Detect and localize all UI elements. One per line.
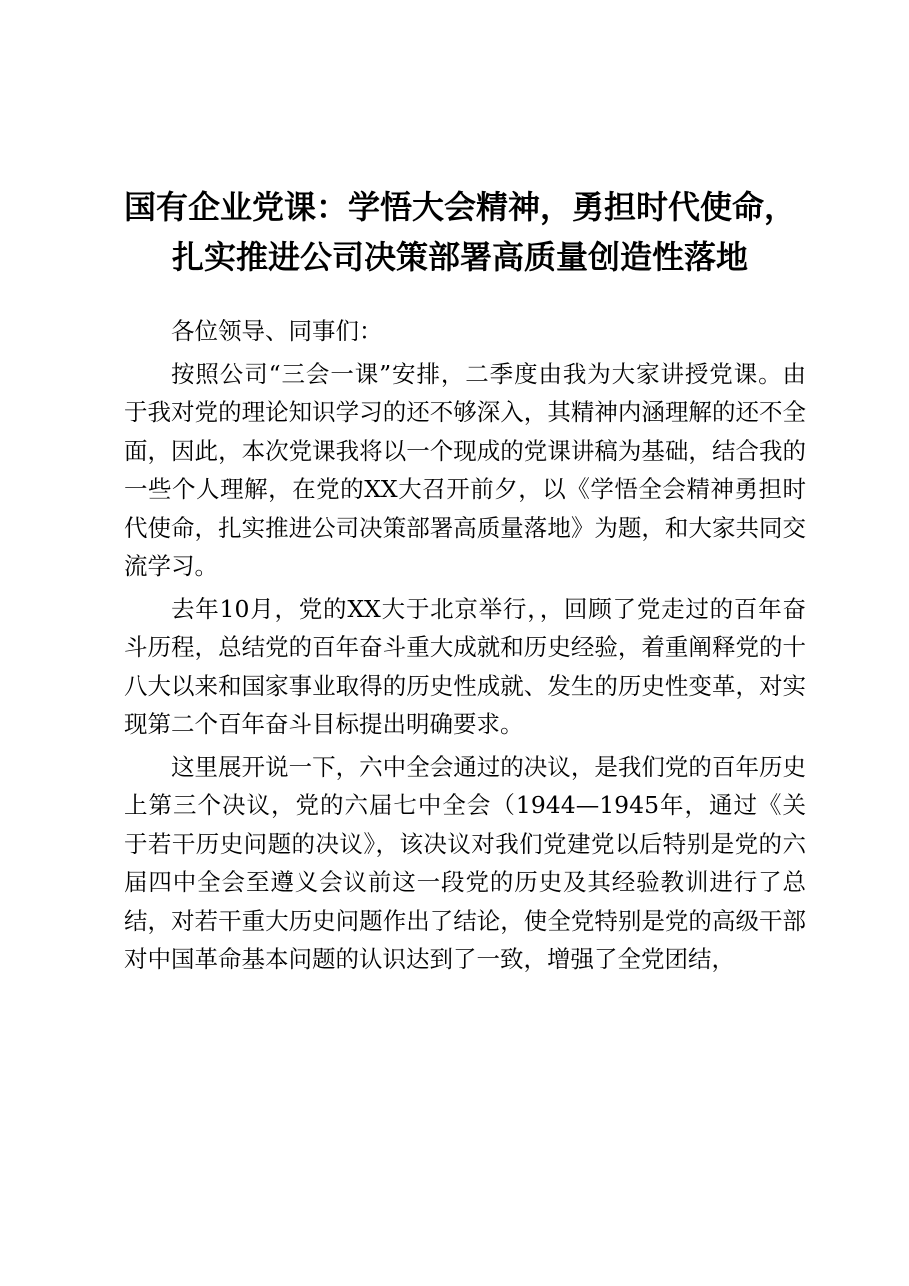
document-body [124,312,806,983]
title-line-1: 国有企业党课：学悟大会精神，勇担时代使命， [123,188,796,226]
title-line-2: 扎实推进公司决策部署高质量创造性落地 [171,238,748,276]
paragraph-1: 按照公司“三会一课”安排，二季度由我为大家讲授党课。由于我对党的理论知识学习的还不够深入，其精神内涵理解的还不全面，因此，本次党课我将以一个现成的党课讲稿为基础，结合我的一些个人理解，在党的XX大召开前夕，以《学悟全会精神勇担时代使命，扎实推进公司决策部署高质量落地》为题，和大家共同交流学习。 [124,359,806,580]
paragraph-2: 去年10月，党的XX大于北京举行，，回顾了党走过的百年奋斗历程，总结党的百年奋斗重大成就和历史经验，着重阐释党的十八大以来和国家事业取得的历史性成就、发生的历史性变革，对实现第二个百年奋斗目标提出明确要求。 [124,594,806,738]
salutation: 各位领导、同事们： [171,317,383,345]
document-title [110,182,810,282]
paragraph-3: 这里展开说一下，六中全会通过的决议，是我们党的百年历史上第三个决议，党的六届七中全会（1944—1945年，通过《关于若干历史问题的决议》，该决议对我们党建党以后特别是党的六届四中全会至遵义会议前这一段党的历史及其经验教训进行了总结，对若干重大历史问题作出了结论，使全党特别是党的高级干部对中国革命基本问题的认识达到了一致，增强了全党团结， [124,752,806,973]
